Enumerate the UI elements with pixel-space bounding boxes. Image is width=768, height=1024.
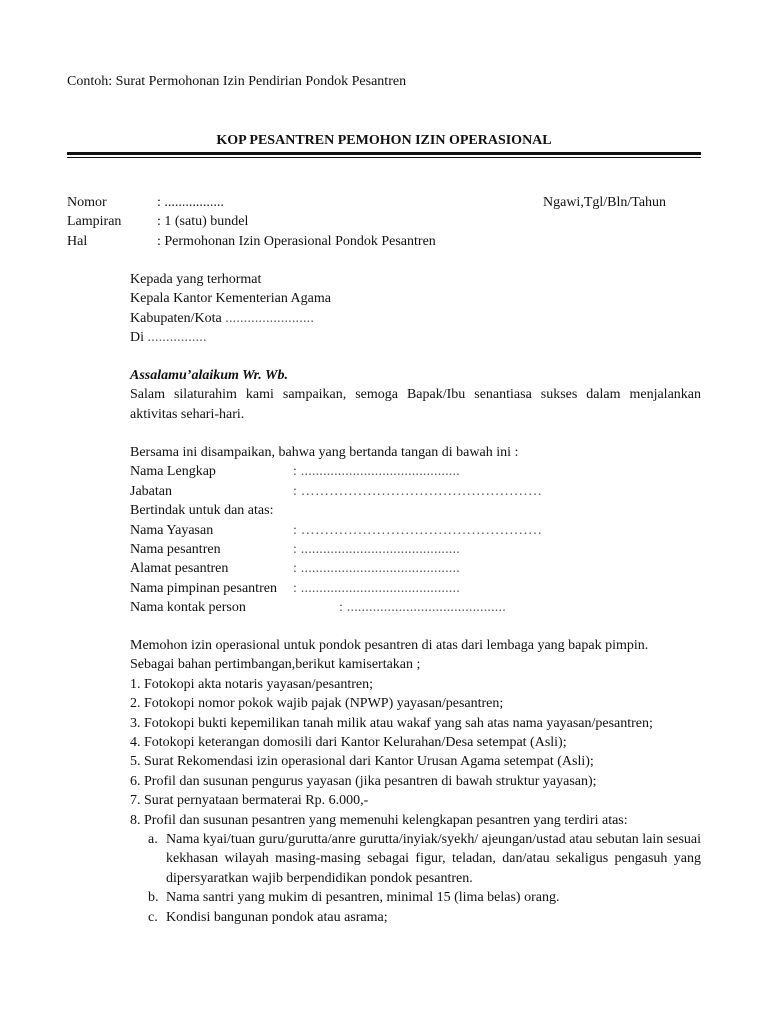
nomor-value: : ................. <box>157 195 224 210</box>
field-row <box>130 521 701 540</box>
field-value: : ........................................... <box>293 541 460 557</box>
attachment-item: 3. Fotokopi bukti kepemilikan tanah milik atau wakaf yang sah atas nama yayasan/pesantren; <box>130 715 653 731</box>
field-row <box>130 462 701 481</box>
identity-block <box>130 443 701 618</box>
attachment-item: 4. Fotokopi keterangan domosili dari Kantor Kelurahan/Desa setempat (Asli); <box>130 734 567 750</box>
intro-line: Bersama ini disampaikan, bahwa yang bertanda tangan di bawah ini : <box>130 445 519 460</box>
place-date: Ngawi,Tgl/Bln/Tahun <box>543 195 667 210</box>
field-value: : …………………………………………… <box>293 483 543 499</box>
field-label: Bertindak untuk dan atas: <box>130 503 274 519</box>
request-block <box>130 636 701 927</box>
subitem-marker: b. <box>148 890 159 906</box>
contact-row <box>130 598 701 617</box>
attachment-item: 5. Surat Rekomendasi izin operasional dari Kantor Urusan Agama setempat (Asli); <box>130 754 594 770</box>
recipient-city-label: Kabupaten/Kota <box>130 310 226 326</box>
attachments-intro: Sebagai bahan pertimbangan,berikut kamisertakan ; <box>130 657 421 673</box>
subitem-text: Nama kyai/tuan guru/gurutta/anre gurutta/inyiak/syekh/ ajeungan/ustad atau sebutan lain sesuai kekhasan wilayah masing-masing sebagai figur, teladan, dan/atau sekaligus pengasuh yang dipersyaratkan wajib berpendidikan pondok pesantren. <box>166 831 701 886</box>
recipient-line: Kepala Kantor Kementerian Agama <box>130 291 331 307</box>
field-row <box>130 579 701 598</box>
field-label: Nama pesantren <box>130 541 221 557</box>
document-caption: Contoh: Surat Permohonan Izin Pendirian Pondok Pesantren <box>67 74 407 89</box>
field-label: Nama pimpinan pesantren <box>130 580 277 596</box>
subitem-marker: c. <box>148 909 158 925</box>
field-value: : ........................................... <box>339 600 506 616</box>
field-label: Jabatan <box>130 483 172 499</box>
attachment-item: 7. Surat pernyataan bermaterai Rp. 6.000,- <box>130 793 369 809</box>
field-row <box>130 482 701 501</box>
hal-value: : Permohonan Izin Operasional Pondok Pesantren <box>157 234 436 249</box>
attachment-item: 1. Fotokopi akta notaris yayasan/pesantren; <box>130 676 373 692</box>
hal-label: Hal <box>67 234 88 249</box>
recipient-city-dots: ........................ <box>225 310 315 326</box>
letterhead-rule-thin <box>67 157 701 158</box>
field-value: : ........................................... <box>293 464 460 480</box>
lampiran-value: : 1 (satu) bundel <box>157 214 249 229</box>
field-label: Nama Lengkap <box>130 464 216 480</box>
recipient-location <box>130 328 701 347</box>
attachment-subitem <box>130 830 701 888</box>
field-label: Nama kontak person <box>130 600 246 616</box>
recipient-location-dots: ................ <box>147 330 207 346</box>
attachment-item: 6. Profil dan susunan pengurus yayasan (jika pesantren di bawah struktur yayasan); <box>130 773 597 789</box>
field-value: : ........................................... <box>293 580 460 596</box>
field-label: Alamat pesantren <box>130 561 229 577</box>
greeting: Assalamu’alaikum Wr. Wb. <box>130 368 288 383</box>
opening-paragraph: Salam silaturahim kami sampaikan, semoga Bapak/Ibu senantiasa sukses dalam menjalankan aktivitas sehari-hari. <box>130 387 701 422</box>
field-row <box>130 501 701 520</box>
recipient-block <box>130 270 701 348</box>
subitem-marker: a. <box>148 831 158 847</box>
attachment-subitem <box>130 888 701 907</box>
recipient-city <box>130 309 701 328</box>
attachment-sublist <box>130 830 701 927</box>
letterhead-rule-thick <box>67 152 701 155</box>
attachment-item: 2. Fotokopi nomor pokok wajib pajak (NPWP) yayasan/pesantren; <box>130 696 504 712</box>
recipient-location-label: Di <box>130 330 148 346</box>
identity-fields <box>130 462 701 598</box>
recipient-line: Kepada yang terhormat <box>130 272 262 287</box>
field-row <box>130 540 701 559</box>
subitem-text: Kondisi bangunan pondok atau asrama; <box>166 909 388 925</box>
field-value: : …………………………………………… <box>293 522 543 538</box>
attachment-subitem <box>130 908 701 927</box>
attachment-list <box>130 675 701 830</box>
field-value: : ........................................... <box>293 561 460 577</box>
nomor-label: Nomor <box>67 195 107 210</box>
request-paragraph: Memohon izin operasional untuk pondok pesantren di atas dari lembaga yang bapak pimpin. <box>130 638 649 653</box>
letterhead-title: KOP PESANTREN PEMOHON IZIN OPERASIONAL <box>216 133 552 148</box>
greeting-block <box>130 366 701 424</box>
field-label: Nama Yayasan <box>130 522 214 538</box>
field-row <box>130 559 701 578</box>
lampiran-label: Lampiran <box>67 214 122 229</box>
subitem-text: Nama santri yang mukim di pesantren, minimal 15 (lima belas) orang. <box>166 890 560 906</box>
attachment-item: 8. Profil dan susunan pesantren yang memenuhi kelengkapan pesantren yang terdiri atas: <box>130 812 628 828</box>
